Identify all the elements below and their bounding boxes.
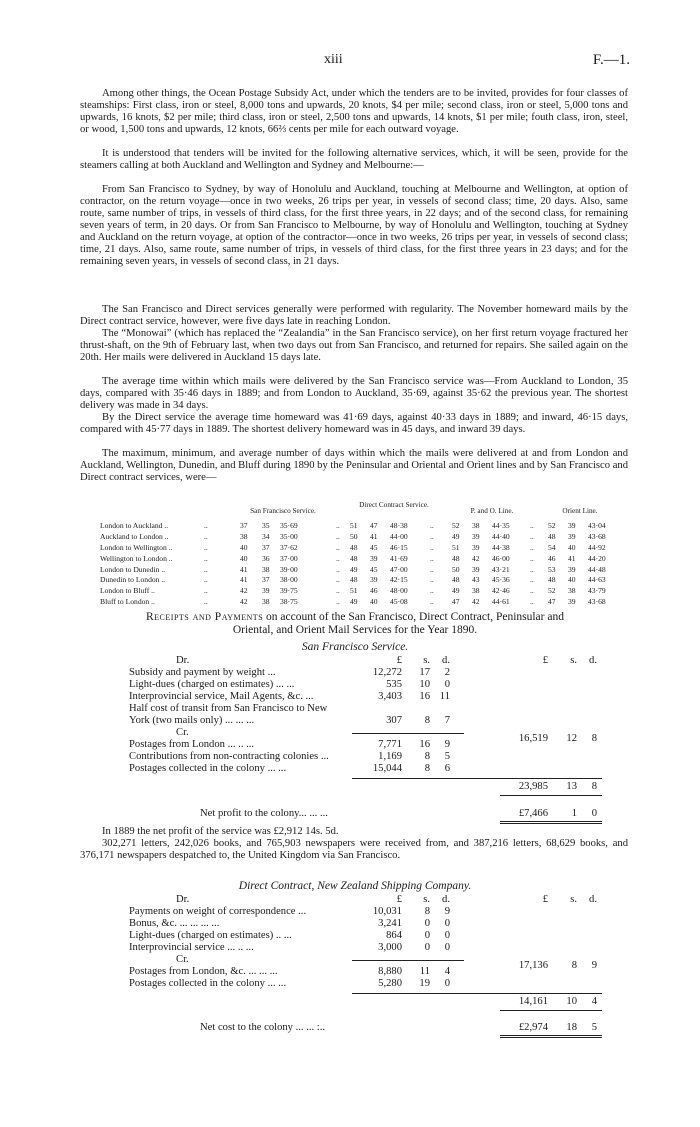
debit-item-d: 2 <box>444 667 450 678</box>
or-avg: 44·92 <box>588 542 606 552</box>
dc-max: 48 <box>350 553 358 563</box>
leader-dots: .. <box>336 521 340 530</box>
debit-total-s: 12 <box>566 733 577 744</box>
po-max: 50 <box>452 564 460 574</box>
leader-dots: .. <box>204 586 208 596</box>
or-avg: 43·68 <box>588 597 606 607</box>
credit-item-s: 19 <box>419 978 430 989</box>
leader-dots: .. <box>430 597 434 607</box>
or-min: 41 <box>568 553 576 563</box>
or-max: 48 <box>548 531 556 541</box>
debit-item-s: 16 <box>419 691 430 702</box>
leader-dots: .. <box>336 586 340 596</box>
or-min: 39 <box>568 564 576 574</box>
po-avg: 46·00 <box>492 553 510 563</box>
receipts-title-caps: Receipts and Payments <box>146 611 264 623</box>
po-min: 43 <box>472 575 480 585</box>
credit-item-l: 15,044 <box>372 763 402 774</box>
credit-item-d: 5 <box>444 751 450 762</box>
po-min: 42 <box>472 597 480 607</box>
credit-rule <box>352 993 602 994</box>
dc-max: 50 <box>350 531 358 541</box>
debit-item-label: Interprovincial service ... .. ... <box>129 942 254 953</box>
paragraph-letters-count: 302,271 letters, 242,026 books, and 765,903 newspapers were received from, and 387,216 letters, 68,629 books, and 376,171 newspapers despatched to, the United Kingdom via San Francisco. <box>80 838 628 861</box>
net-double-rule <box>500 1035 602 1038</box>
debit-item-s: 0 <box>424 942 430 953</box>
credit-total-d: 4 <box>591 996 597 1007</box>
po-max: 52 <box>452 521 460 530</box>
dc-avg: 46·15 <box>390 542 408 552</box>
credit-item-label: Contributions from non-contracting colonies ... <box>129 751 329 762</box>
leader-dots: .. <box>530 521 534 530</box>
po-max: 49 <box>452 531 460 541</box>
po-avg: 44·61 <box>492 597 510 607</box>
dc-max: 49 <box>350 564 358 574</box>
paragraph-direct-average: By the Direct service the average time homeward was 41·69 days, against 40·33 days in 1889; and inward, 46·15 days, compared with 45·77 days in 1889. The shortest delivery homeward was in 45 days, and inward 39 days. <box>80 412 628 435</box>
sf-avg: 39·75 <box>280 586 298 596</box>
dc-max: 51 <box>350 586 358 596</box>
net-amount-d: 0 <box>591 808 597 819</box>
debit-item-l: 3,403 <box>378 691 402 702</box>
leader-dots: .. <box>530 586 534 596</box>
col-header-outer-s: s. <box>570 894 577 905</box>
dc-min: 41 <box>370 531 378 541</box>
credit-item-l: 7,771 <box>378 739 402 750</box>
debit-item-d: 0 <box>444 942 450 953</box>
po-avg: 44·38 <box>492 542 510 552</box>
dc-min: 46 <box>370 586 378 596</box>
debit-item-s: 8 <box>424 715 430 726</box>
dc-min: 39 <box>370 553 378 563</box>
net-label: Net profit to the colony... ... ... <box>200 808 328 819</box>
delivery-days-table <box>100 499 630 608</box>
sf-max: 41 <box>240 564 248 574</box>
leader-dots: .. <box>204 542 208 552</box>
delivery-days-rows <box>100 521 630 608</box>
debit-item-label: Light-dues (charged on estimates) ... ... <box>129 679 295 690</box>
cr-label: Cr. <box>176 954 189 965</box>
credit-item-s: 8 <box>424 751 430 762</box>
debit-item-d: 9 <box>444 906 450 917</box>
dc-max: 49 <box>350 597 358 607</box>
col-header-outer-d: d. <box>589 894 597 905</box>
debit-item-label: Light-dues (charged on estimates) .. ... <box>129 930 292 941</box>
debit-item-d: 0 <box>444 930 450 941</box>
dc-avg: 41·69 <box>390 553 408 563</box>
sf-avg: 35·69 <box>280 521 298 530</box>
debit-item-d: 0 <box>444 918 450 929</box>
debit-item-label: Payments on weight of correspondence ... <box>129 906 307 917</box>
leader-dots: .. <box>430 521 434 530</box>
debit-item-s: 17 <box>419 667 430 678</box>
debit-item-label: Interprovincial service, Mail Agents, &c. ... <box>129 691 314 702</box>
credit-item-s: 16 <box>419 739 430 750</box>
po-min: 42 <box>472 553 480 563</box>
po-avg: 43·21 <box>492 564 510 574</box>
leader-dots: .. <box>204 521 208 530</box>
po-min: 38 <box>472 521 480 530</box>
route-name: London to Dunedin .. <box>100 564 166 574</box>
sf-account-title: San Francisco Service. <box>301 641 409 653</box>
po-avg: 44·40 <box>492 531 510 541</box>
col-header-inner-d: d. <box>442 655 450 666</box>
col-header-inner-s: s. <box>423 655 430 666</box>
or-max: 48 <box>548 575 556 585</box>
debit-item-label: Half cost of transit from San Francisco to New <box>129 703 328 714</box>
paragraph-tenders: It is understood that tenders will be invited for the following alternative services, which, it will be seen, provide for the steamers calling at both Auckland and Wellington and Sydney and Melbourne:— <box>80 148 628 171</box>
leader-dots: .. <box>204 531 208 541</box>
delivery-row <box>100 597 630 608</box>
section-code: F.—1. <box>592 52 630 68</box>
col-header-inner-l: £ <box>396 894 402 905</box>
debit-item-d: 11 <box>439 691 450 702</box>
leader-dots: .. <box>430 531 434 541</box>
credit-item-l: 1,169 <box>378 751 402 762</box>
credit-item-label: Postages collected in the colony ... ... <box>129 978 287 989</box>
paragraph-sf-average: The average time within which mails were delivered by the San Francisco service was—From Auckland to London, 35 days, compared with 35·46 days in 1889; and from London to Auckland, 35·69, against 35·62 the previous year. The shortest delivery was made in 34 days. <box>80 376 628 411</box>
po-min: 39 <box>472 564 480 574</box>
dc-min: 45 <box>370 542 378 552</box>
leader-dots: .. <box>336 542 340 552</box>
credit-item-l: 8,880 <box>378 966 402 977</box>
leader-dots: .. <box>336 564 340 574</box>
leader-dots: .. <box>430 564 434 574</box>
leader-dots: .. <box>530 575 534 585</box>
or-max: 52 <box>548 521 556 530</box>
dc-account-title: Direct Contract, New Zealand Shipping Company. <box>238 880 472 892</box>
dc-max: 51 <box>350 521 358 530</box>
debit-item-l: 10,031 <box>372 906 402 917</box>
col-orient: Orient Line. <box>562 507 598 515</box>
credit-total-d: 8 <box>591 781 597 792</box>
or-avg: 43·68 <box>588 531 606 541</box>
route-name: Dunedin to London .. <box>100 575 166 585</box>
debit-item-l: 3,241 <box>378 918 402 929</box>
delivery-row <box>100 532 630 543</box>
delivery-days-header <box>100 499 630 521</box>
or-avg: 44·63 <box>588 575 606 585</box>
or-max: 52 <box>548 586 556 596</box>
route-name: London to Bluff .. <box>100 586 155 596</box>
sf-max: 37 <box>240 521 248 530</box>
debit-total-s: 8 <box>571 960 577 971</box>
col-header-inner-s: s. <box>423 894 430 905</box>
delivery-row <box>100 575 630 586</box>
debit-item-s: 8 <box>424 906 430 917</box>
po-avg: 42·46 <box>492 586 510 596</box>
net-amount-d: 5 <box>591 1022 597 1033</box>
po-max: 51 <box>452 542 460 552</box>
col-header-outer-l: £ <box>542 894 548 905</box>
col-header-outer-d: d. <box>589 655 597 666</box>
credit-total-l: 14,161 <box>518 996 548 1007</box>
sf-min: 38 <box>262 597 270 607</box>
po-avg: 45·36 <box>492 575 510 585</box>
leader-dots: .. <box>430 575 434 585</box>
paragraph-routes: From San Francisco to Sydney, by way of Honolulu and Auckland, touching at Melbourne and Wellington, at option of contractor, on the return voyage—once in two weeks, 26 trips per year, in vessels of second class; time, 20 days. Also, same route, same number of trips, in vessels of third class, for the first three years, in 22 days; and of the second class, for remaining seven years of term, in 20 days. Or from San Francisco to Melbourne, by way of Honolulu and Wellington, touching at Sydney and Auckland on the return voyage, at option of the contractor—once in two weeks, 26 trips per year, in vessels of second class; time, 21 days. Also, same route, same number of trips, in vessels of third class, for the first three years in 23 days; and for the remaining seven years, in vessels of second class, in 21 days. <box>80 184 628 267</box>
po-min: 39 <box>472 542 480 552</box>
sf-avg: 39·00 <box>280 564 298 574</box>
credit-item-s: 8 <box>424 763 430 774</box>
sf-avg: 35·00 <box>280 531 298 541</box>
or-min: 40 <box>568 542 576 552</box>
sf-min: 37 <box>262 542 270 552</box>
credit-item-d: 9 <box>444 739 450 750</box>
dr-label: Dr. <box>176 655 190 666</box>
sf-max: 42 <box>240 586 248 596</box>
credit-item-d: 4 <box>444 966 450 977</box>
credit-total-s: 13 <box>566 781 577 792</box>
delivery-row <box>100 565 630 576</box>
debit-item-s: 0 <box>424 930 430 941</box>
dc-min: 40 <box>370 597 378 607</box>
dc-avg: 48·38 <box>390 521 408 530</box>
dc-avg: 44·00 <box>390 531 408 541</box>
or-avg: 44·20 <box>588 553 606 563</box>
sf-min: 35 <box>262 521 270 530</box>
route-name: Auckland to London .. <box>100 531 169 541</box>
leader-dots: .. <box>430 542 434 552</box>
debit-item-d: 0 <box>444 679 450 690</box>
paragraph-subsidy-act: Among other things, the Ocean Postage Subsidy Act, under which the tenders are to be invited, provides for four classes of steamships: First class, iron or steel, 8,000 tons and upwards, 20 knots, $4 per mile; second class, iron or steel, 5,000 tons and upwards, 16 knots, $2 per mile; third class, iron or steel, 2,500 tons and upwards, 14 knots, $1 per mile; fouth class, iron, steel, or wood, 1,500 tons and upwards, 12 knots, 66⅔ cents per mile for each outward voyage. <box>80 88 628 135</box>
credit-item-s: 11 <box>419 966 430 977</box>
sf-max: 41 <box>240 575 248 585</box>
credit-item-label: Postages collected in the colony ... ... <box>129 763 287 774</box>
leader-dots: .. <box>204 553 208 563</box>
leader-dots: .. <box>336 575 340 585</box>
debit-rule <box>352 733 464 734</box>
sf-max: 40 <box>240 542 248 552</box>
net-label: Net cost to the colony ... ... :.. <box>200 1022 326 1033</box>
route-name: London to Auckland .. <box>100 521 169 530</box>
col-header-inner-d: d. <box>442 894 450 905</box>
route-name: Wellington to London .. <box>100 553 173 563</box>
sf-max: 38 <box>240 531 248 541</box>
sf-min: 37 <box>262 575 270 585</box>
col-header-outer-s: s. <box>570 655 577 666</box>
leader-dots: .. <box>530 531 534 541</box>
receipts-title-rest: on account of the San Francisco, Direct Contract, Peninsular and <box>263 611 564 623</box>
debit-item-label: Subsidy and payment by weight ... <box>129 667 276 678</box>
leader-dots: .. <box>204 597 208 607</box>
or-avg: 43·04 <box>588 521 606 530</box>
col-direct-contract: Direct Contract Service. <box>359 501 429 509</box>
debit-item-s: 0 <box>424 918 430 929</box>
debit-item-l: 3,000 <box>378 942 402 953</box>
or-avg: 43·79 <box>588 586 606 596</box>
receipts-title-line2: Oriental, and Orient Mail Services for the Year 1890. <box>232 624 478 636</box>
debit-item-s: 10 <box>419 679 430 690</box>
credit-total-s: 10 <box>566 996 577 1007</box>
po-max: 48 <box>452 575 460 585</box>
paragraph-1889-profit: In 1889 the net profit of the service was £2,912 14s. 5d. <box>102 826 339 837</box>
delivery-row <box>100 554 630 565</box>
dc-max: 48 <box>350 542 358 552</box>
sf-min: 36 <box>262 553 270 563</box>
po-max: 47 <box>452 597 460 607</box>
sf-min: 34 <box>262 531 270 541</box>
debit-item-l: 12,272 <box>372 667 402 678</box>
sf-avg: 37·00 <box>280 553 298 563</box>
sf-avg: 38·75 <box>280 597 298 607</box>
dr-label: Dr. <box>176 894 190 905</box>
or-max: 54 <box>548 542 556 552</box>
dc-min: 47 <box>370 521 378 530</box>
leader-dots: .. <box>336 553 340 563</box>
paragraph-maximum: The maximum, minimum, and average number of days within which the mails were delivered at and from London and Auckland, Wellington, Dunedin, and Bluff during 1890 by the Peninsular and Oriental and Orient lines and by San Francisco and Direct contract services, were— <box>80 448 628 483</box>
po-avg: 44·35 <box>492 521 510 530</box>
col-san-francisco: San Francisco Service. <box>250 507 316 515</box>
or-avg: 44·48 <box>588 564 606 574</box>
po-max: 48 <box>452 553 460 563</box>
leader-dots: .. <box>530 597 534 607</box>
dc-avg: 48·00 <box>390 586 408 596</box>
leader-dots: .. <box>430 553 434 563</box>
credit-item-d: 0 <box>444 978 450 989</box>
net-amount-s: 1 <box>571 808 577 819</box>
or-min: 40 <box>568 575 576 585</box>
credit-item-l: 5,280 <box>378 978 402 989</box>
debit-total-d: 8 <box>591 733 597 744</box>
dc-avg: 45·08 <box>390 597 408 607</box>
sf-min: 38 <box>262 564 270 574</box>
net-double-rule <box>500 821 602 824</box>
debit-item-l: 535 <box>386 679 402 690</box>
po-min: 38 <box>472 586 480 596</box>
or-min: 39 <box>568 521 576 530</box>
debit-item-label: York (two mails only) ... ... ... <box>129 715 255 726</box>
or-min: 39 <box>568 597 576 607</box>
credit-total-l: 23,985 <box>518 781 548 792</box>
cr-label: Cr. <box>176 727 189 738</box>
debit-item-l: 864 <box>386 930 402 941</box>
or-max: 46 <box>548 553 556 563</box>
leader-dots: .. <box>204 575 208 585</box>
col-p-and-o: P. and O. Line. <box>470 507 514 515</box>
credit-item-d: 6 <box>444 763 450 774</box>
col-header-outer-l: £ <box>542 655 548 666</box>
leader-dots: .. <box>530 553 534 563</box>
delivery-row <box>100 521 630 532</box>
sf-avg: 38·00 <box>280 575 298 585</box>
leader-dots: .. <box>336 531 340 541</box>
or-min: 39 <box>568 531 576 541</box>
page-number: xiii <box>324 52 343 67</box>
total-rule <box>500 1010 602 1011</box>
net-amount-l: £2,974 <box>518 1022 548 1033</box>
credit-item-label: Postages from London, &c. ... ... ... <box>129 966 278 977</box>
or-min: 38 <box>568 586 576 596</box>
sf-max: 40 <box>240 553 248 563</box>
or-max: 53 <box>548 564 556 574</box>
sf-max: 42 <box>240 597 248 607</box>
credit-item-label: Postages from London ... .. ... <box>129 739 255 750</box>
debit-item-label: Bonus, &c. ... ... ... ... <box>129 918 220 929</box>
sf-min: 39 <box>262 586 270 596</box>
credit-rule <box>352 778 602 779</box>
debit-total-d: 9 <box>591 960 597 971</box>
dc-avg: 47·00 <box>390 564 408 574</box>
dc-max: 48 <box>350 575 358 585</box>
dc-min: 45 <box>370 564 378 574</box>
leader-dots: .. <box>530 564 534 574</box>
leader-dots: .. <box>204 564 208 574</box>
paragraph-monowai: The “Monowai” (which has replaced the “Zealandia” in the San Francisco service), on her first return voyage fractured her thrust-shaft, on the 9th of February last, when two days out from San Francisco, and returned for repairs. She sailed again on the 20th. Her mails were delivered in Auckland 15 days late. <box>80 328 628 363</box>
po-max: 49 <box>452 586 460 596</box>
or-max: 47 <box>548 597 556 607</box>
route-name: Bluff to London .. <box>100 597 155 607</box>
net-amount-l: £7,466 <box>518 808 548 819</box>
total-rule <box>500 795 602 796</box>
po-min: 39 <box>472 531 480 541</box>
leader-dots: .. <box>530 542 534 552</box>
debit-item-d: 7 <box>444 715 450 726</box>
leader-dots: .. <box>430 586 434 596</box>
delivery-row <box>100 586 630 597</box>
debit-total-l: 16,519 <box>518 733 548 744</box>
dc-min: 39 <box>370 575 378 585</box>
delivery-row <box>100 543 630 554</box>
dc-avg: 42·15 <box>390 575 408 585</box>
receipts-title <box>80 611 630 637</box>
sf-avg: 37·62 <box>280 542 298 552</box>
paragraph-regularity: The San Francisco and Direct services generally were performed with regularity. The November homeward mails by the Direct contract service, however, were five days late in reaching London. <box>80 304 628 327</box>
debit-rule <box>352 960 464 961</box>
debit-item-l: 307 <box>386 715 402 726</box>
route-name: London to Wellington .. <box>100 542 173 552</box>
net-amount-s: 18 <box>566 1022 577 1033</box>
col-header-inner-l: £ <box>396 655 402 666</box>
leader-dots: .. <box>336 597 340 607</box>
debit-total-l: 17,136 <box>518 960 548 971</box>
